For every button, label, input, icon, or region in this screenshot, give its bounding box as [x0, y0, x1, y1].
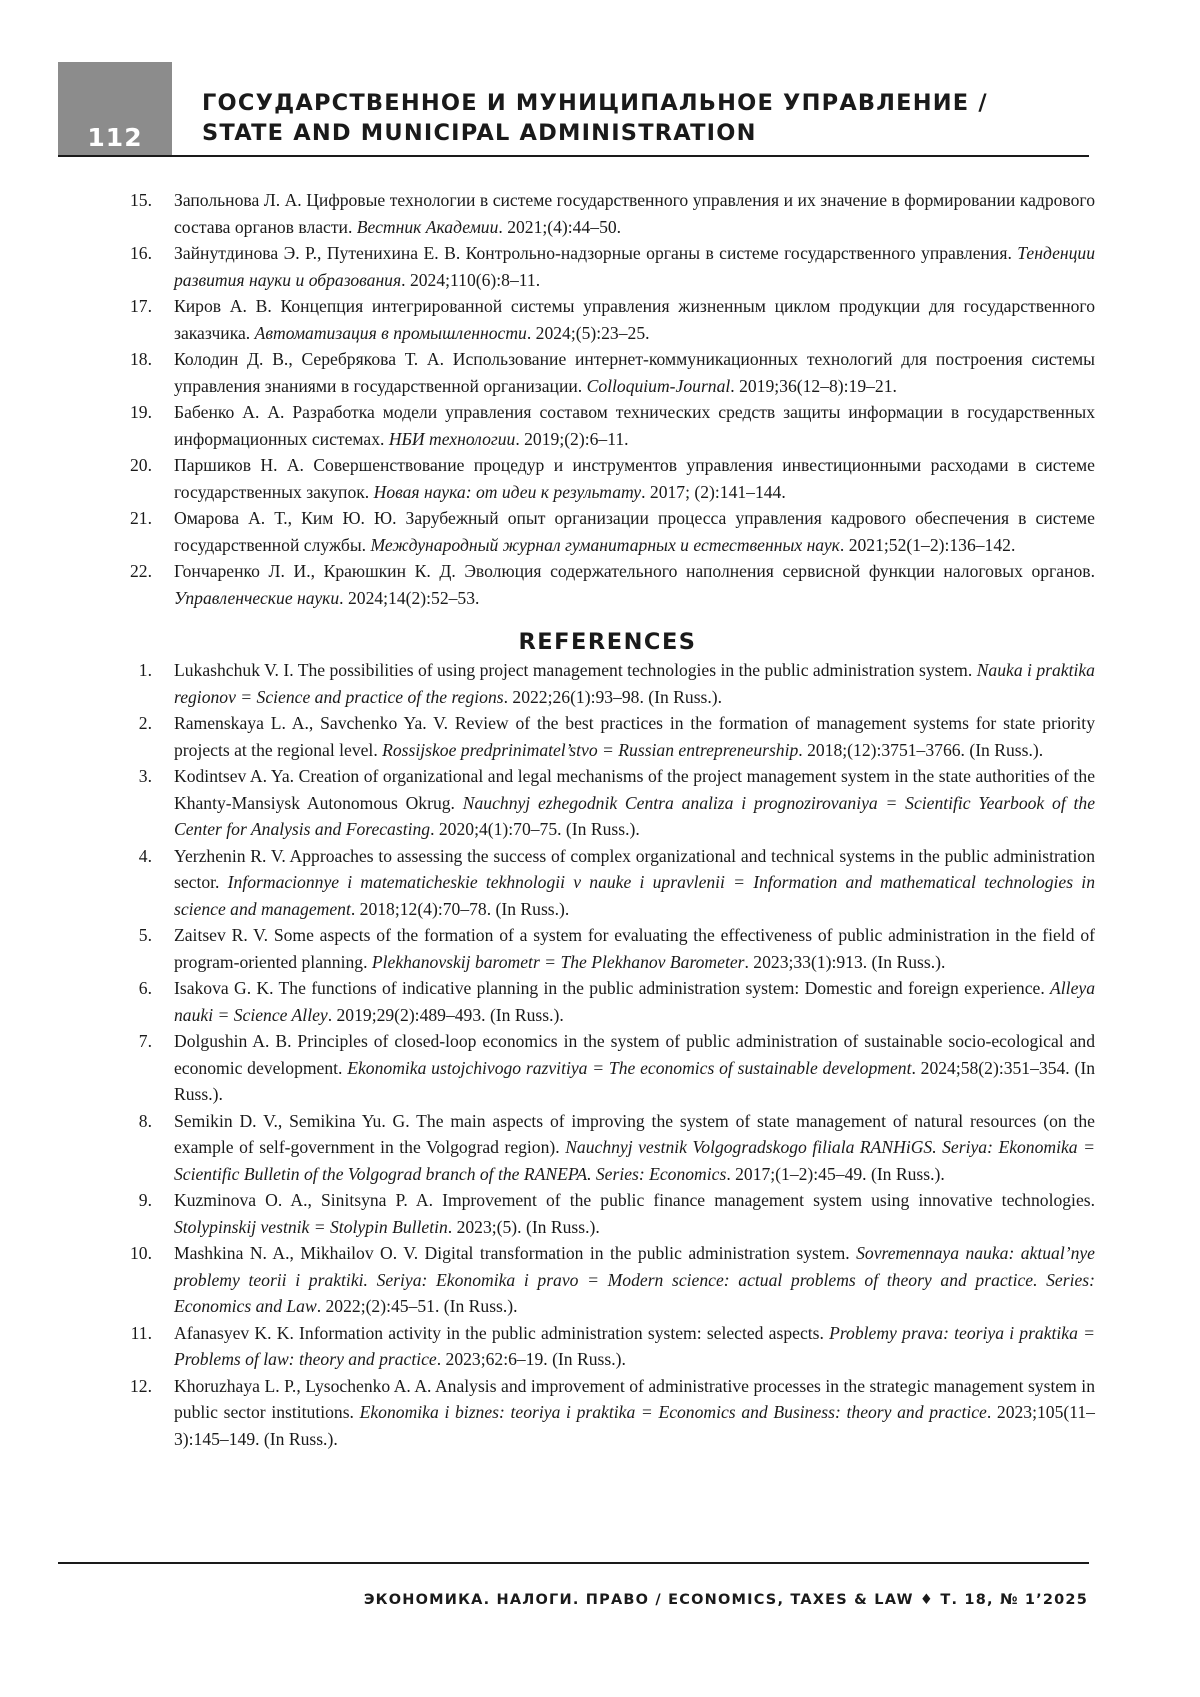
english-references-list [120, 657, 1095, 1452]
reference-item: 7. Dolgushin A. B. Principles of closed-loop economics in the system of public administration of sustainable socio-ecological and economic development. Ekonomika ustojchivogo razvitiya = The economics of sustainable development. 2024;58(2):351–354. (In Russ.). [138, 1031, 1095, 1104]
reference-item: 11. Afanasyev K. K. Information activity in the public administration system: selected aspects. Problemy prava: teoriya i praktika = Problems of law: theory and practice. 2023;62:6–19. (In Russ.). [130, 1322, 1095, 1369]
reference-item: 19. Бабенко А. А. Разработка модели управления составом технических средств защиты информации в государственных информационных системах. НБИ технологии. 2019;(2):6–11. [130, 402, 1095, 449]
page-number-box [58, 62, 172, 156]
reference-item: 21. Омарова А. Т., Ким Ю. Ю. Зарубежный опыт организации процесса управления кадрового обеспечения в системе государственной службы. Международный журнал гуманитарных и естественных наук. 2021;52(1–2):136–142. [130, 508, 1095, 555]
running-header [202, 88, 988, 148]
reference-item: 16. Зайнутдинова Э. Р., Путенихина Е. В. Контрольно-надзорные органы в системе государственного управления. Тенденции развития науки и образования. 2024;110(6):8–11. [130, 243, 1095, 290]
reference-item: 8. Semikin D. V., Semikina Yu. G. The main aspects of improving the system of state management of natural resources (on the example of self-government in the Volgograd region). Nauchnyj vestnik Volgogradskogo filiala RANHiGS. Seriya: Ekonomika = Scientific Bulletin of the Volgograd branch of the RANEPA. Series: Economics. 2017;(1–2):45–49. (In Russ.). [138, 1110, 1095, 1184]
reference-item: 3. Kodintsev A. Ya. Creation of organizational and legal mechanisms of the project management system in the state authorities of the Khanty-Mansiysk Autonomous Okrug. Nauchnyj ezhegodnik Centra analiza i prognozirovaniya = Scientific Yearbook of the Center for Analysis and Forecasting. 2020;4(1):70–75. (In Russ.). [138, 766, 1096, 839]
reference-item: 9. Kuzminova O. A., Sinitsyna P. A. Improvement of the public finance management system using innovative technologies. Stolypinskij vestnik = Stolypin Bulletin. 2023;(5). (In Russ.). [138, 1190, 1095, 1237]
reference-item: 12. Khoruzhaya L. P., Lysochenko A. A. Analysis and improvement of administrative processes in the strategic management system in public sector institutions. Ekonomika i biznes: teoriya i praktika = Economics and Business: theory and practice. 2023;105(11–3):145–149. (In Russ.). [130, 1375, 1095, 1449]
header-title-line2: STATE AND MUNICIPAL ADMINISTRATION [202, 120, 757, 146]
reference-item: 15. Запольнова Л. А. Цифровые технологии в системе государственного управления и их значение в формировании кадрового состава органов власти. Вестник Академии. 2021;(4):44–50. [130, 190, 1095, 237]
reference-item: 5. Zaitsev R. V. Some aspects of the formation of a system for evaluating the effectiveness of public administration in the field of program-oriented planning. Plekhanovskij barometr = The Plekhanov Barometer. 2023;33(1):913. (In Russ.). [138, 925, 1095, 972]
reference-item: 4. Yerzhenin R. V. Approaches to assessing the success of complex organizational and technical systems in the public administration sector. Informacionnye i matematicheskie tekhnologii v nauke i upravlenii = Information and mathematical technologies in science and management. 2018;12(4):70–78. (In Russ.). [138, 845, 1095, 919]
footer-divider [58, 1562, 1089, 1564]
header-title-line1: ГОСУДАРСТВЕННОЕ И МУНИЦИПАЛЬНОЕ УПРАВЛЕНИЕ / [202, 90, 988, 116]
header-divider [58, 155, 1089, 157]
journal-footer: ЭКОНОМИКА. НАЛОГИ. ПРАВО / ECONOMICS, TAXES & LAW ♦ Т. 18, № 1’2025 [363, 1592, 1088, 1608]
reference-item: 6. Isakova G. K. The functions of indicative planning in the public administration system: Domestic and foreign experience. Alleya nauki = Science Alley. 2019;29(2):489–493. (In Russ.). [138, 978, 1095, 1025]
main-content [120, 187, 1095, 1452]
reference-item: 18. Колодин Д. В., Серебрякова Т. А. Использование интернет-коммуникационных технологий для построения системы управления знаниями в государственной организации. Colloquium-Journal. 2019;36(12–8):19–21. [130, 349, 1095, 396]
reference-item: 22. Гончаренко Л. И., Краюшкин К. Д. Эволюция содержательного наполнения сервисной функции налоговых органов. Управленческие науки. 2024;14(2):52–53. [130, 561, 1095, 608]
reference-item: 1. Lukashchuk V. I. The possibilities of using project management technologies in the public administration system. Nauka i praktika regionov = Science and practice of the regions. 2022;26(1):93–98. (In Russ.). [138, 660, 1095, 707]
reference-item: 17. Киров А. В. Концепция интегрированной системы управления жизненным циклом продукции для государственного заказчика. Автоматизация в промышленности. 2024;(5):23–25. [130, 296, 1095, 343]
reference-item: 10. Mashkina N. A., Mikhailov O. V. Digital transformation in the public administration system. Sovremennaya nauka: aktual’nye problemy teorii i praktiki. Seriya: Ekonomika i pravo = Modern science: actual problems of theory and practice. Series: Economics and Law. 2022;(2):45–51. (In Russ.). [130, 1243, 1095, 1316]
page-number: 112 [87, 123, 143, 152]
references-heading: REFERENCES [518, 629, 697, 655]
reference-item: 20. Паршиков Н. А. Совершенствование процедур и инструментов управления инвестиционными расходами в системе государственных закупок. Новая наука: от идеи к результату. 2017; (2):141–144. [130, 455, 1095, 502]
russian-references-list [120, 187, 1095, 611]
reference-item: 2. Ramenskaya L. A., Savchenko Ya. V. Review of the best practices in the formation of management systems for state priority projects at the regional level. Rossijskoe predprinimatel’stvo = Russian entrepreneurship. 2018;(12):3751–3766. (In Russ.). [138, 713, 1095, 760]
